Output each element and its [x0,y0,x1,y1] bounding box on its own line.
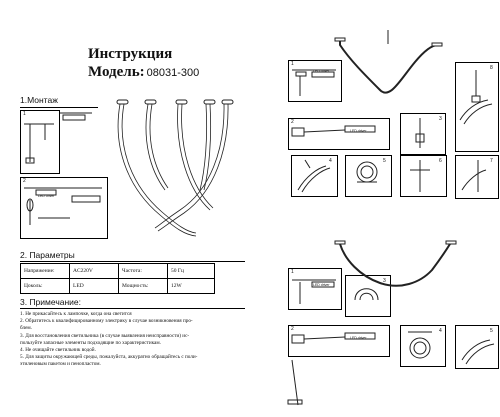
step-number: 1 [23,111,26,117]
table-row [21,264,215,279]
note-line: 1. Не прикасайтесь к лампочке, когда она светится [20,311,132,317]
mount-step-1-box [20,110,60,174]
table-cell: Мощность: [119,279,168,294]
step-number: 4 [329,158,332,164]
table-row [21,279,215,294]
model-number: 08031-300 [146,67,200,79]
install-b-step-2-box [288,325,390,357]
step-number: 8 [490,65,493,71]
install-b-step-1-box [288,268,342,310]
table-cell: 12W [168,279,215,294]
table-cell: LED [70,279,119,294]
note-line: пользуйте запасные элементы подходящие по характеристикам. [20,339,161,346]
model-label: Модель: [88,64,145,80]
step-number: 2 [291,119,294,125]
note-line: этиленовым пакетом и пенопластом. [20,361,101,368]
driver-label: LED driver [38,194,55,198]
step-number: 7 [490,158,493,164]
install-step-8-box [455,62,499,152]
step-number: 3 [383,278,386,284]
section-notes-heading: 3. Примечание: [20,297,82,307]
document-title: Инструкция [88,46,173,62]
step-number: 5 [490,328,493,334]
parameters-table [20,263,215,294]
note-line: 2. Обратитесь к квалифицированному электрику в случае возникновения про- [20,318,193,325]
driver-label: LED driver [313,69,330,73]
driver-label: LED driver [350,129,367,133]
model-row [88,63,199,81]
driver-label: LED driver [313,283,330,287]
step-number: 4 [439,328,442,334]
step-number: 2 [291,326,294,332]
step-number: 1 [291,61,294,67]
section-mounting-heading: 1.Монтаж [20,95,58,105]
install-step-1-box [288,60,342,102]
note-line: 4. Не очищайте светильник водой. [20,347,96,354]
note-line: 5. Для защиты окружающей среды, пожалуйста, аккуратно обращайтесь с поли- [20,354,198,361]
mount-step-2-box [20,177,108,239]
section-mounting-rule [20,107,98,108]
table-cell: AC220V [70,264,119,279]
step-number: 1 [291,269,294,275]
section-parameters-rule [20,261,245,262]
driver-label: LED driver [350,336,367,340]
step-number: 5 [383,158,386,164]
step-number: 3 [439,116,442,122]
ceiling-cap-icon [117,100,233,104]
note-line: блем. [20,325,32,332]
step-number: 2 [23,178,26,184]
table-cell: Напряжение: [21,264,70,279]
table-cell: 50 Гц [168,264,215,279]
section-parameters-heading: 2. Параметры [20,250,75,260]
table-cell: Частота: [119,264,168,279]
install-step-2-box [288,118,390,150]
section-notes-rule [20,308,245,309]
step-number: 6 [439,158,442,164]
notes-list [20,311,235,369]
table-cell: Цоколь: [21,279,70,294]
note-line: 3. Для восстановления светильника (в случае выявления неисправности) ис- [20,332,190,339]
